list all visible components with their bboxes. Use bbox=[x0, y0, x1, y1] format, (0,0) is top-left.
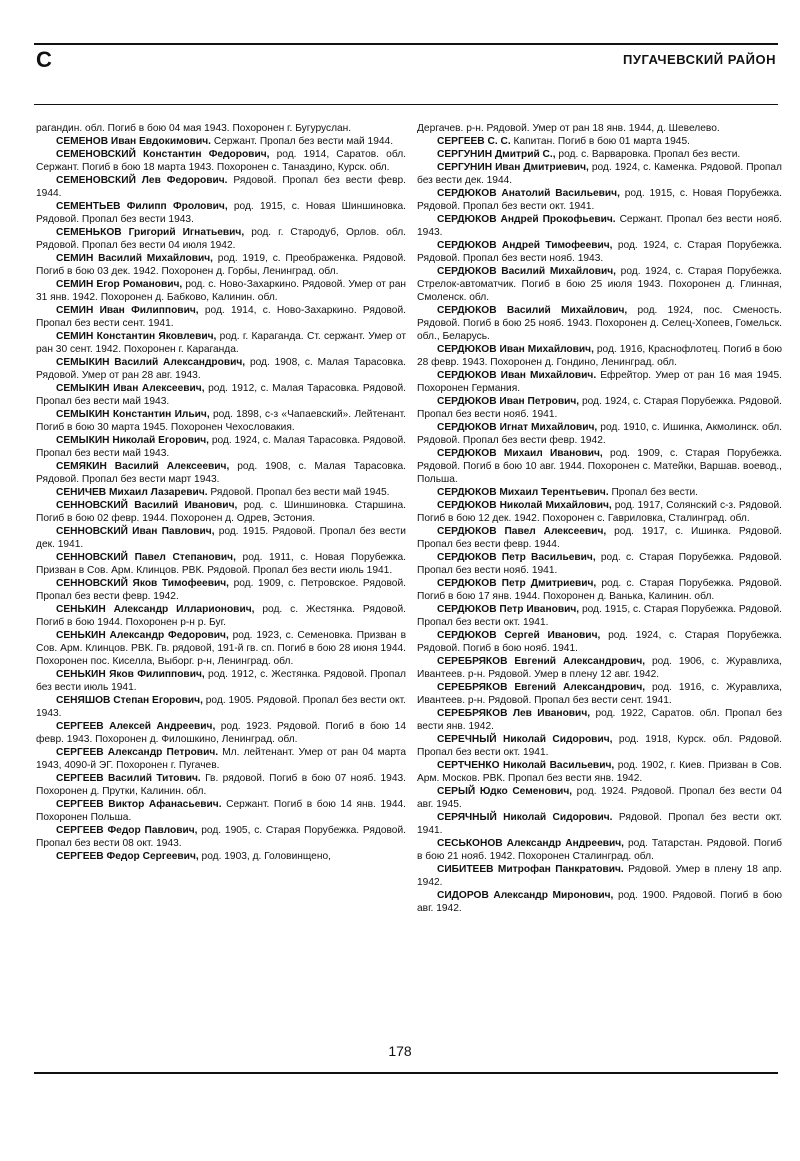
entry-name: СЕМЫКИН Василий Александрович, bbox=[56, 357, 246, 368]
entry-name: СЕМИН Василий Михайлович, bbox=[56, 253, 213, 264]
entry bbox=[417, 681, 782, 707]
entry-name: СЕРДЮКОВ Михаил Терентьевич. bbox=[437, 487, 609, 498]
entry bbox=[417, 811, 782, 837]
entry-name: СЕРДЮКОВ Николай Михайлович, bbox=[437, 500, 612, 511]
entry-text: Сержант. Пропал без вести нояб. 1943. bbox=[417, 214, 782, 238]
entry bbox=[417, 161, 782, 187]
entry-text: род. 1924, с. Старая Порубежка. Рядовой. Пропал без вести нояб. 1943. bbox=[417, 240, 783, 264]
entry-text: род. г. Караганда. Ст. сержант. Умер от ран 30 сент. 1942. Похоронен г. Караганда. bbox=[36, 331, 406, 355]
entry bbox=[36, 525, 406, 551]
entry bbox=[417, 629, 782, 655]
entry-text: род. с. Старая Порубежка. Рядовой. Погиб в бою 17 янв. 1944. Похоронен д. Ванька, Калинин. обл. bbox=[417, 578, 783, 602]
entry-text: род. 1903, д. Головинщено, bbox=[198, 851, 331, 862]
entry-text: род. 1912, с. Жестянка. Рядовой. Пропал без вести июль 1941. bbox=[36, 669, 406, 693]
entry-name: СЕННОВСКИЙ Павел Степанович, bbox=[56, 552, 236, 563]
entry-name: СЕНЬКИН Яков Филиппович, bbox=[56, 669, 205, 680]
entry-text: род. 1923, с. Семеновка. Призван в Сов. Арм. Клинцов. РВК. Гв. рядовой, 191-й гв. сп. Погиб в бою 28 июня 1944. Похоронен пос. Киселла, Выборг. р-н, Ленинград. обл. bbox=[36, 630, 406, 667]
entry bbox=[417, 733, 782, 759]
entry bbox=[417, 239, 782, 265]
entry-text: род. 1923. Рядовой. Погиб в бою 14 февр. 1943. Похоронен д. Филошкино, Ленинград. обл. bbox=[36, 721, 406, 745]
entry bbox=[417, 369, 782, 395]
entry-text: род. с. Старая Порубежка. Рядовой. Пропал без вести нояб. 1941. bbox=[417, 552, 782, 576]
entry bbox=[36, 551, 406, 577]
entry-text: Мл. лейтенант. Умер от ран 04 марта 1943, 4090-й ЭГ. Похоронен г. Пугачев. bbox=[36, 747, 406, 771]
entry-text: Ефрейтор. Умер от ран 16 мая 1945. Похоронен Германия. bbox=[417, 370, 782, 394]
entry-text: Пропал без вести. bbox=[608, 487, 699, 498]
entry-name: СИДОРОВ Александр Миронович, bbox=[437, 890, 614, 901]
entry-text: род. 1917, с. Ишинка. Рядовой. Пропал без вести февр. 1944. bbox=[417, 526, 783, 550]
entry-text: Сержант. Пропал без вести май 1944. bbox=[211, 136, 394, 147]
entry-text: род. 1924, с. Старая Порубежка. Стрелок-автоматчик. Погиб в бою 25 июля 1943. Похоронен д. Глинная, Смоленск. обл. bbox=[417, 266, 782, 303]
entry bbox=[417, 655, 782, 681]
entry-text: род. 1906, с. Журавлиха, Ивантеев. р-н. Рядовой. Умер в плену 12 авг. 1942. bbox=[417, 656, 782, 680]
entry-text: род. 1915. Рядовой. Пропал без вести дек. 1941. bbox=[36, 526, 406, 550]
entry-name: СЕМЫКИН Николай Егорович, bbox=[56, 435, 209, 446]
entry-name: СЕРГЕЕВ С. С. bbox=[437, 136, 511, 147]
entry bbox=[417, 213, 782, 239]
entry-name: СЕРГЕЕВ Василий Титович. bbox=[56, 773, 201, 784]
entry-name: СЕРДЮКОВ Игнат Михайлович, bbox=[437, 422, 598, 433]
entry bbox=[417, 304, 782, 343]
entry bbox=[36, 850, 406, 863]
entry bbox=[36, 408, 406, 434]
entry bbox=[36, 486, 406, 499]
entry bbox=[417, 707, 782, 733]
entry-text: род. 1914, с. Ново-Захаркино. Рядовой. Пропал без вести сент. 1941. bbox=[36, 305, 406, 329]
entry bbox=[36, 434, 406, 460]
entry-name: СЕНЯШОВ Степан Егорович, bbox=[56, 695, 203, 706]
entry bbox=[417, 525, 782, 551]
entry bbox=[417, 265, 782, 304]
entry bbox=[36, 148, 406, 174]
entry-name: СЕРЕБРЯКОВ Евгений Александрович, bbox=[437, 656, 646, 667]
entry-name: СЕМЕНОВСКИЙ Константин Федорович, bbox=[56, 149, 270, 160]
entry bbox=[417, 551, 782, 577]
entry-text: Капитан. Погиб в бою 01 марта 1945. bbox=[510, 136, 690, 147]
entry bbox=[417, 837, 782, 863]
entry bbox=[36, 772, 406, 798]
entry-text: род. 1924, пос. Сменость. Рядовой. Погиб в бою 25 нояб. 1943. Похоронен д. Селец-Хопеев, Гомельск. обл., Беларусь. bbox=[417, 305, 782, 342]
entry-text: род. 1914, Саратов. обл. Сержант. Погиб в бою 18 марта 1943. Похоронен с. Таназдино, Курск. обл. bbox=[36, 149, 406, 173]
entry bbox=[36, 460, 406, 486]
right-column bbox=[417, 122, 782, 915]
entry-text: род. 1908, с. Малая Тарасовка. Рядовой. Умер от ран 28 авг. 1943. bbox=[36, 357, 406, 381]
entry-text: род. 1924, с. Старая Порубежка. Рядовой. Пропал без вести нояб. 1941. bbox=[417, 396, 782, 420]
entry-name: СЕРЯЧНЫЙ Николай Сидорович. bbox=[437, 812, 613, 823]
entry-name: СЕСЬКОНОВ Александр Андреевич, bbox=[437, 838, 625, 849]
entry-text: род. с. Жестянка. Рядовой. Погиб в бою 1944. Похоронен р-н р. Буг. bbox=[36, 604, 406, 628]
top-rule bbox=[34, 43, 778, 45]
entry bbox=[36, 122, 406, 135]
header-rule bbox=[34, 104, 778, 105]
entry bbox=[36, 499, 406, 525]
entry-text: род. 1915, с. Новая Шиншиновка. Рядовой. Пропал без вести 1943. bbox=[36, 201, 406, 225]
entry-text: Гв. рядовой. Погиб в бою 07 нояб. 1943. Похоронен д. Прутки, Калинин. обл. bbox=[36, 773, 406, 797]
entry-text: род. 1916, Краснофлотец. Погиб в бою 28 февр. 1943. Похоронен д. Гондино, Ленинград. обл. bbox=[417, 344, 782, 368]
entry bbox=[36, 694, 406, 720]
entry bbox=[417, 889, 782, 915]
entry-name: СЕРГЕЕВ Алексей Андреевич, bbox=[56, 721, 216, 732]
page-number: 178 bbox=[388, 1043, 412, 1059]
entry-text: род. 1905, с. Старая Порубежка. Рядовой. Пропал без вести 08 окт. 1943. bbox=[36, 825, 406, 849]
entry bbox=[36, 304, 406, 330]
entry-text: род. 1898, с-з «Чапаевский». Лейтенант. Погиб в бою 30 марта 1945. Похоронен Чехословакия. bbox=[36, 409, 406, 433]
entry-name: СЕРДЮКОВ Андрей Прокофьевич. bbox=[437, 214, 616, 225]
entry-name: СЕРДЮКОВ Иван Петрович, bbox=[437, 396, 580, 407]
entry bbox=[36, 798, 406, 824]
entry-name: СЕРДЮКОВ Сергей Иванович, bbox=[437, 630, 601, 641]
entry bbox=[417, 395, 782, 421]
entry-name: СЕРДЮКОВ Петр Васильевич, bbox=[437, 552, 596, 563]
entry bbox=[417, 577, 782, 603]
entry-name: СЕРДЮКОВ Василий Михайлович, bbox=[437, 305, 628, 316]
entry bbox=[36, 603, 406, 629]
entry-text: род. г. Стародуб, Орлов. обл. Рядовой. Пропал без вести 04 июля 1942. bbox=[36, 227, 406, 251]
entry bbox=[417, 447, 782, 486]
entry bbox=[36, 174, 406, 200]
entry bbox=[36, 629, 406, 668]
entry-text: Рядовой. Умер в плену 18 апр. 1942. bbox=[417, 864, 782, 888]
district-title: ПУГАЧЕВСКИЙ РАЙОН bbox=[623, 52, 776, 67]
entry-name: СЕННОВСКИЙ Василий Иванович, bbox=[56, 500, 238, 511]
entry-text: род. 1905. Рядовой. Пропал без вести окт. 1943. bbox=[36, 695, 406, 719]
entry-name: СЕРДЮКОВ Андрей Тимофеевич, bbox=[437, 240, 613, 251]
entry-text: род. 1924, с. Старая Порубежка. Рядовой. Погиб в бою нояб. 1941. bbox=[417, 630, 782, 654]
entry-text: род. 1917, Солянский с-з. Рядовой. Погиб в бою 12 дек. 1942. Похоронен с. Гавриловка, Сталинград. обл. bbox=[417, 500, 783, 524]
entry-text: род. Татарстан. Рядовой. Погиб в бою 21 нояб. 1942. Похоронен Сталинград. обл. bbox=[417, 838, 782, 862]
entry-text: Дергачев. р-н. Рядовой. Умер от ран 18 янв. 1944, д. Шевелево. bbox=[417, 123, 720, 134]
entry-name: СЕННОВСКИЙ Иван Павлович, bbox=[56, 526, 215, 537]
entry-text: Рядовой. Пропал без вести май 1945. bbox=[207, 487, 390, 498]
entry-text: Рядовой. Пропал без вести февр. 1944. bbox=[36, 175, 406, 199]
entry-name: СЕРЕБРЯКОВ Евгений Александрович, bbox=[437, 682, 646, 693]
entry bbox=[417, 135, 782, 148]
entry bbox=[417, 486, 782, 499]
entry bbox=[36, 252, 406, 278]
bottom-rule bbox=[34, 1072, 778, 1074]
entry-text: род. с. Ново-Захаркино. Рядовой. Умер от ран 31 янв. 1942. Похоронен д. Бабково, Калинин. обл. bbox=[36, 279, 406, 303]
entry-name: СЕМЕНТЬЕВ Филипп Фролович, bbox=[56, 201, 228, 212]
entry-name: СЕРГУНИН Дмитрий С., bbox=[437, 149, 556, 160]
entry-text: род. 1924, с. Каменка. Рядовой. Пропал без вести дек. 1944. bbox=[417, 162, 782, 186]
entry-text: род. 1911, с. Новая Порубежка. Призван в Сов. Арм. Клинцов. РВК. Рядовой. Пропал без вести июль 1941. bbox=[36, 552, 406, 576]
entry-text: род. 1912, с. Малая Тарасовка. Рядовой. Пропал без вести май 1943. bbox=[36, 383, 406, 407]
entry-text: род. 1924, с. Малая Тарасовка. Рядовой. Пропал без вести май 1943. bbox=[36, 435, 406, 459]
entry-name: СЕРДЮКОВ Иван Михайлович. bbox=[437, 370, 597, 381]
entry-name: СЕНЬКИН Александр Илларионович, bbox=[56, 604, 255, 615]
entry-name: СЕРТЧЕНКО Николай Васильевич, bbox=[437, 760, 615, 771]
entry-name: СЕРГЕЕВ Александр Петрович. bbox=[56, 747, 219, 758]
entry-name: СИБИТЕЕВ Митрофан Панкратович. bbox=[437, 864, 624, 875]
entry bbox=[417, 343, 782, 369]
entry-name: СЕРДЮКОВ Иван Михайлович, bbox=[437, 344, 594, 355]
entry-text: род. 1909, с. Петровское. Рядовой. Пропал без вести февр. 1942. bbox=[36, 578, 406, 602]
entry-name: СЕРГЕЕВ Федор Сергеевич, bbox=[56, 851, 199, 862]
entry-name: СЕНЬКИН Александр Федорович, bbox=[56, 630, 229, 641]
entry-text: род. с. Варваровка. Пропал без вести. bbox=[555, 149, 741, 160]
left-column bbox=[36, 122, 406, 863]
entry-name: СЕННОВСКИЙ Яков Тимофеевич, bbox=[56, 578, 229, 589]
entry bbox=[36, 720, 406, 746]
entry-text: род. 1916, с. Журавлиха, Ивантеев. р-н. Рядовой. Пропал без вести сент. 1941. bbox=[417, 682, 782, 706]
entry-name: СЕРГЕЕВ Виктор Афанасьевич. bbox=[56, 799, 222, 810]
entry-text: род. 1924. Рядовой. Пропал без вести 04 авг. 1945. bbox=[417, 786, 783, 810]
entry-name: СЕМИН Константин Яковлевич, bbox=[56, 331, 217, 342]
entry bbox=[36, 382, 406, 408]
entry bbox=[417, 863, 782, 889]
entry bbox=[36, 577, 406, 603]
entry bbox=[36, 135, 406, 148]
entry bbox=[36, 746, 406, 772]
entry bbox=[417, 122, 782, 135]
entry-text: род. 1915, с. Старая Порубежка. Рядовой. Пропал без вести окт. 1941. bbox=[417, 604, 782, 628]
entry-name: СЕРЫЙ Юдко Семенович, bbox=[437, 786, 573, 797]
entry-text: род. 1919, с. Преображенка. Рядовой. Погиб в бою 03 дек. 1942. Похоронен д. Горбы, Ленинград. обл. bbox=[36, 253, 406, 277]
entry-text: род. 1908, с. Малая Тарасовка. Рядовой. Пропал без вести март 1943. bbox=[36, 461, 406, 485]
entry-name: СЕРДЮКОВ Василий Михайлович, bbox=[437, 266, 616, 277]
entry bbox=[36, 200, 406, 226]
entry-text: род. 1922, Саратов. обл. Пропал без вести янв. 1942. bbox=[417, 708, 782, 732]
entry bbox=[36, 278, 406, 304]
entry bbox=[417, 421, 782, 447]
entry-name: СЕРДЮКОВ Михаил Иванович, bbox=[437, 448, 603, 459]
entry-name: СЕНИЧЕВ Михаил Лазаревич. bbox=[56, 487, 208, 498]
entry-text: род. 1918, Курск. обл. Рядовой. Пропал без вести окт. 1941. bbox=[417, 734, 783, 758]
entry-text: рагандин. обл. Погиб в бою 04 мая 1943. Похоронен г. Бугуруслан. bbox=[36, 123, 352, 134]
entry bbox=[36, 330, 406, 356]
entry-name: СЕМЯКИН Василий Алексеевич, bbox=[56, 461, 230, 472]
entry-name: СЕРЕБРЯКОВ Лев Иванович, bbox=[437, 708, 591, 719]
entry-name: СЕРДЮКОВ Петр Иванович, bbox=[437, 604, 580, 615]
entry-text: род. 1915, с. Новая Порубежка. Рядовой. Пропал без вести окт. 1941. bbox=[417, 188, 782, 212]
entry-name: СЕРЕЧНЫЙ Николай Сидорович, bbox=[437, 734, 613, 745]
entry-text: род. 1902, г. Киев. Призван в Сов. Арм. Москов. РВК. Пропал без вести янв. 1942. bbox=[417, 760, 782, 784]
entry-name: СЕМЕНОВ Иван Евдокимович. bbox=[56, 136, 212, 147]
entry-name: СЕРДЮКОВ Петр Дмитриевич, bbox=[437, 578, 597, 589]
entry-name: СЕРДЮКОВ Анатолий Васильевич, bbox=[437, 188, 620, 199]
entry bbox=[417, 499, 782, 525]
entry-text: род. 1900. Рядовой. Погиб в бою авг. 1942. bbox=[417, 890, 782, 914]
entry-name: СЕМЫКИН Иван Алексеевич, bbox=[56, 383, 205, 394]
entry-name: СЕМЕНЬКОВ Григорий Игнатьевич, bbox=[56, 227, 245, 238]
entry-text: Рядовой. Пропал без вести окт. 1941. bbox=[417, 812, 782, 836]
entry-name: СЕМИН Иван Филиппович, bbox=[56, 305, 199, 316]
entry-name: СЕМЕНОВСКИЙ Лев Федорович. bbox=[56, 175, 228, 186]
entry bbox=[417, 148, 782, 161]
entry bbox=[36, 824, 406, 850]
entry-name: СЕРГЕЕВ Федор Павлович, bbox=[56, 825, 198, 836]
entry-name: СЕРДЮКОВ Павел Алексеевич, bbox=[437, 526, 607, 537]
entry-name: СЕМЫКИН Константин Ильич, bbox=[56, 409, 210, 420]
entry bbox=[417, 759, 782, 785]
entry bbox=[417, 785, 782, 811]
entry-name: СЕРГУНИН Иван Дмитриевич, bbox=[437, 162, 589, 173]
entry bbox=[417, 603, 782, 629]
entry-name: СЕМИН Егор Романович, bbox=[56, 279, 183, 290]
entry-text: род. 1909, с. Старая Порубежка. Рядовой. Погиб в бою 10 авг. 1944. Похоронен с. Матейки, Варшав. воевод., Польша. bbox=[417, 448, 782, 485]
entry-text: род. 1910, с. Ишинка, Акмолинск. обл. Рядовой. Пропал без вести февр. 1942. bbox=[417, 422, 782, 446]
entry-text: Сержант. Погиб в бою 14 янв. 1944. Похоронен Польша. bbox=[36, 799, 406, 823]
entry bbox=[36, 226, 406, 252]
entry bbox=[36, 668, 406, 694]
entry-text: род. с. Шиншиновка. Старшина. Погиб в бою 02 февр. 1944. Похоронен д. Одрев, Эстония. bbox=[36, 500, 406, 524]
section-letter: С bbox=[36, 47, 52, 72]
entry bbox=[417, 187, 782, 213]
entry bbox=[36, 356, 406, 382]
